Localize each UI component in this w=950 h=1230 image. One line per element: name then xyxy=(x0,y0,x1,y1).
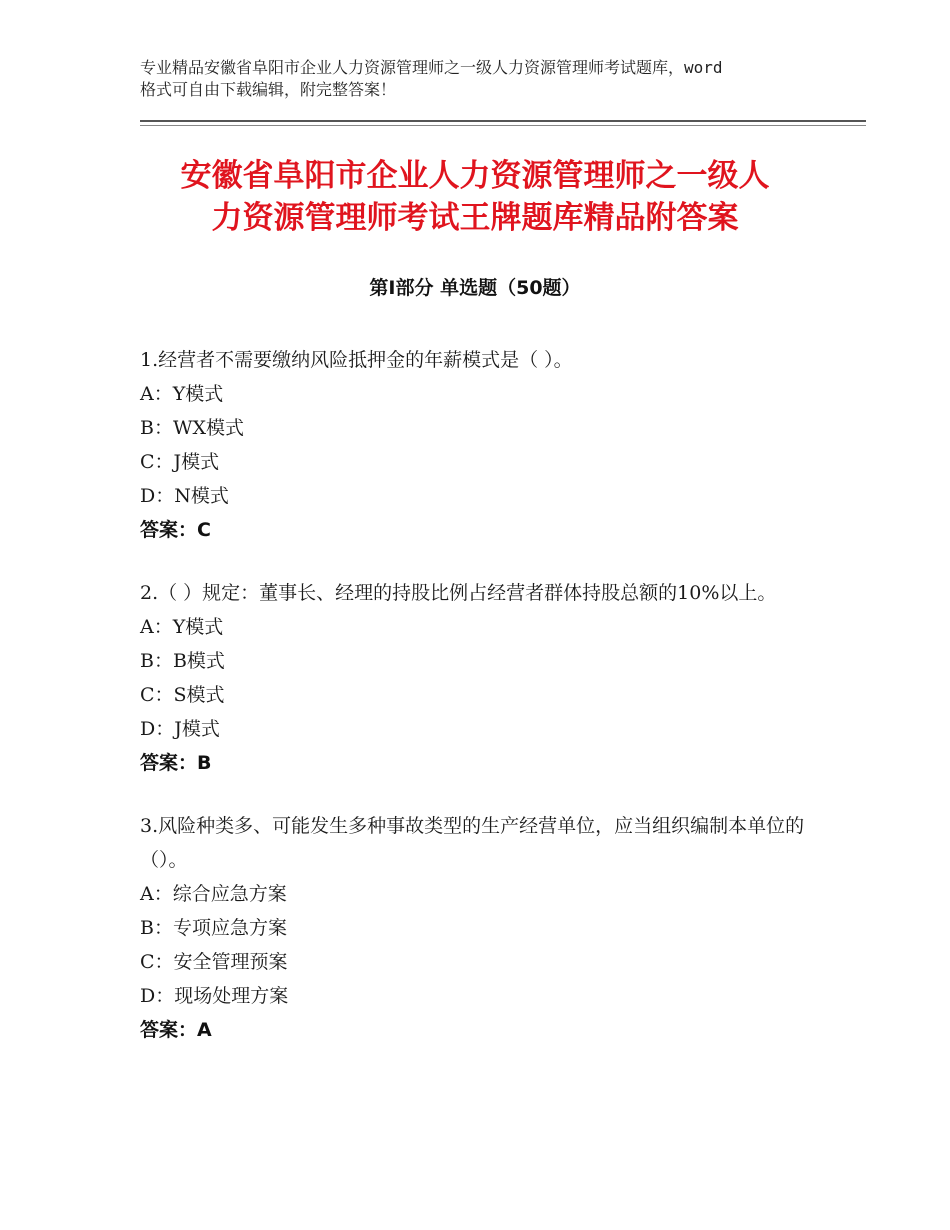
option-a: A：Y模式 xyxy=(140,616,224,638)
option-d: D：J模式 xyxy=(140,718,220,740)
option-d: D：N模式 xyxy=(140,485,229,507)
header-divider-thin xyxy=(140,125,866,126)
question-1 xyxy=(140,343,810,547)
option-a: A：Y模式 xyxy=(140,383,224,405)
document-title-line-1: 安徽省阜阳市企业人力资源管理师之一级人 xyxy=(180,158,770,194)
question-stem: 2.（ ）规定：董事长、经理的持股比例占经营者群体持股总额的10%以上。 xyxy=(140,582,777,604)
question-3 xyxy=(140,809,810,1047)
option-b: B：WX模式 xyxy=(140,417,245,439)
header-note xyxy=(140,57,820,101)
document-title xyxy=(110,155,840,239)
header-note-line-2: 格式可自由下载编辑，附完整答案！ xyxy=(140,80,397,99)
option-c: C：J模式 xyxy=(140,451,220,473)
header-divider-thick xyxy=(140,120,866,122)
answer: 答案：B xyxy=(140,752,212,774)
document-title-line-2: 力资源管理师考试王牌题库精品附答案 xyxy=(211,200,739,236)
question-stem: 3.风险种类多、可能发生多种事故类型的生产经营单位，应当组织编制本单位的（）。 xyxy=(140,815,805,871)
option-b: B：B模式 xyxy=(140,650,225,672)
option-d: D：现场处理方案 xyxy=(140,985,289,1007)
question-list xyxy=(140,343,810,1076)
question-stem: 1.经营者不需要缴纳风险抵押金的年薪模式是（ ）。 xyxy=(140,349,573,371)
option-a: A：综合应急方案 xyxy=(140,883,287,905)
answer: 答案：C xyxy=(140,519,211,541)
header-note-line-1: 专业精品安徽省阜阳市企业人力资源管理师之一级人力资源管理师考试题库，word xyxy=(140,58,723,77)
question-2 xyxy=(140,576,810,780)
option-c: C：S模式 xyxy=(140,684,225,706)
option-c: C：安全管理预案 xyxy=(140,951,288,973)
section-title: 第Ⅰ部分 单选题（50题） xyxy=(369,277,581,299)
option-b: B：专项应急方案 xyxy=(140,917,287,939)
answer: 答案：A xyxy=(140,1019,212,1041)
